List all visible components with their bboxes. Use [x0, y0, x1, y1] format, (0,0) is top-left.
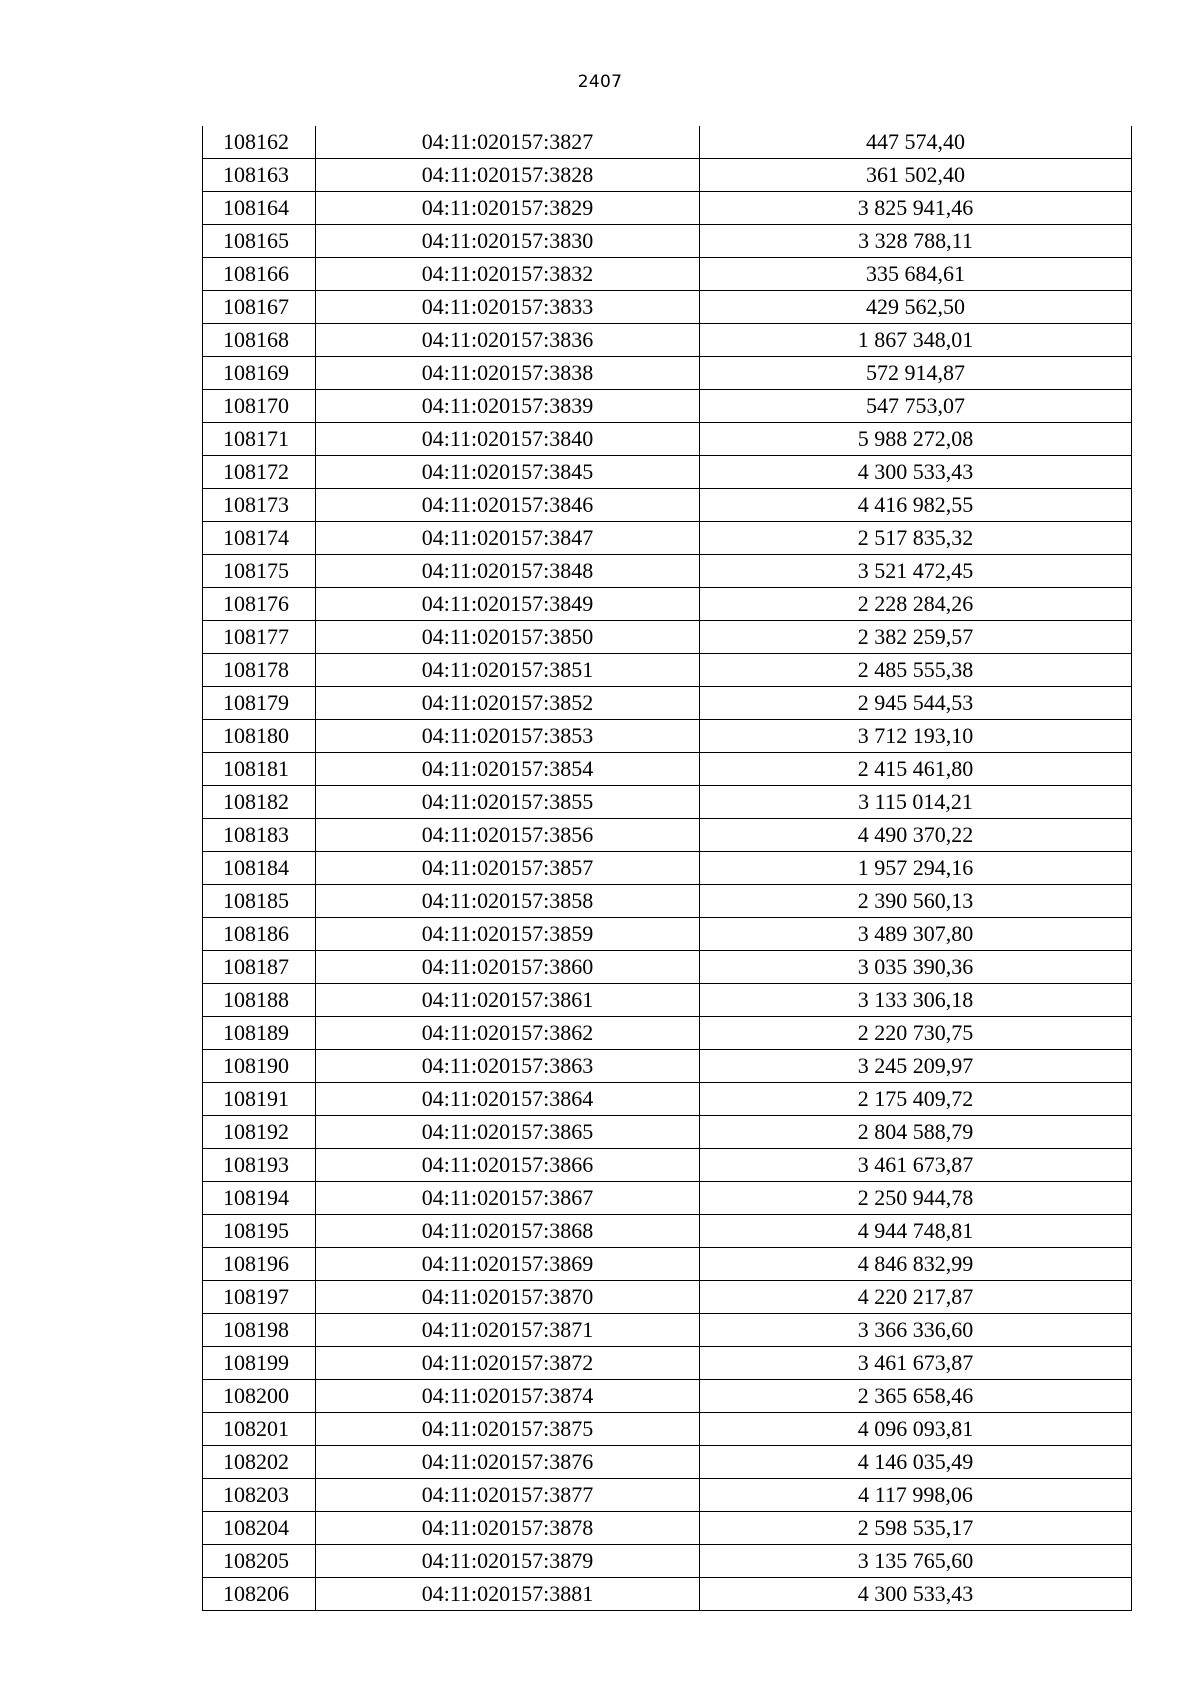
cadastral-number-cell: 04:11:020157:3881	[316, 1578, 700, 1611]
cadastral-number-cell: 04:11:020157:3850	[316, 621, 700, 654]
table-row	[203, 1314, 1132, 1347]
table-row	[203, 786, 1132, 819]
cadastral-number-cell: 04:11:020157:3863	[316, 1050, 700, 1083]
table-row	[203, 1413, 1132, 1446]
cadastral-value-cell: 4 146 035,49	[700, 1446, 1132, 1479]
row-number-cell: 108192	[203, 1116, 316, 1149]
cadastral-number-cell: 04:11:020157:3872	[316, 1347, 700, 1380]
cadastral-value-cell: 3 461 673,87	[700, 1347, 1132, 1380]
row-number-cell: 108195	[203, 1215, 316, 1248]
cadastral-value-cell: 3 521 472,45	[700, 555, 1132, 588]
table-row	[203, 1479, 1132, 1512]
cadastral-value-cell: 1 957 294,16	[700, 852, 1132, 885]
table-row	[203, 159, 1132, 192]
cadastral-number-cell: 04:11:020157:3854	[316, 753, 700, 786]
table-row	[203, 357, 1132, 390]
cadastral-number-cell: 04:11:020157:3828	[316, 159, 700, 192]
table-row	[203, 1545, 1132, 1578]
cadastral-number-cell: 04:11:020157:3868	[316, 1215, 700, 1248]
page-number: 2407	[577, 72, 623, 92]
table-row	[203, 1017, 1132, 1050]
table-row	[203, 1347, 1132, 1380]
cadastral-value-cell: 572 914,87	[700, 357, 1132, 390]
cadastral-number-cell: 04:11:020157:3871	[316, 1314, 700, 1347]
table-row	[203, 852, 1132, 885]
cadastral-value-cell: 2 250 944,78	[700, 1182, 1132, 1215]
cadastral-value-cell: 547 753,07	[700, 390, 1132, 423]
row-number-cell: 108188	[203, 984, 316, 1017]
table-row	[203, 1446, 1132, 1479]
cadastral-value-cell: 3 461 673,87	[700, 1149, 1132, 1182]
cadastral-number-cell: 04:11:020157:3865	[316, 1116, 700, 1149]
cadastral-value-cell: 2 220 730,75	[700, 1017, 1132, 1050]
cadastral-value-cell: 2 598 535,17	[700, 1512, 1132, 1545]
table-row	[203, 1281, 1132, 1314]
cadastral-number-cell: 04:11:020157:3856	[316, 819, 700, 852]
cadastral-number-cell: 04:11:020157:3859	[316, 918, 700, 951]
row-number-cell: 108202	[203, 1446, 316, 1479]
row-number-cell: 108169	[203, 357, 316, 390]
table-row	[203, 984, 1132, 1017]
cadastral-number-cell: 04:11:020157:3862	[316, 1017, 700, 1050]
row-number-cell: 108190	[203, 1050, 316, 1083]
cadastral-value-cell: 2 175 409,72	[700, 1083, 1132, 1116]
cadastral-value-cell: 2 228 284,26	[700, 588, 1132, 621]
row-number-cell: 108201	[203, 1413, 316, 1446]
row-number-cell: 108170	[203, 390, 316, 423]
table-row	[203, 1050, 1132, 1083]
cadastral-value-cell: 2 365 658,46	[700, 1380, 1132, 1413]
cadastral-value-cell: 4 300 533,43	[700, 1578, 1132, 1611]
cadastral-value-cell: 361 502,40	[700, 159, 1132, 192]
table-row	[203, 1380, 1132, 1413]
cadastral-number-cell: 04:11:020157:3840	[316, 423, 700, 456]
table-row	[203, 555, 1132, 588]
cadastral-number-cell: 04:11:020157:3875	[316, 1413, 700, 1446]
cadastral-value-cell: 4 846 832,99	[700, 1248, 1132, 1281]
row-number-cell: 108187	[203, 951, 316, 984]
row-number-cell: 108179	[203, 687, 316, 720]
cadastral-number-cell: 04:11:020157:3836	[316, 324, 700, 357]
row-number-cell: 108200	[203, 1380, 316, 1413]
row-number-cell: 108168	[203, 324, 316, 357]
cadastral-number-cell: 04:11:020157:3848	[316, 555, 700, 588]
table-row	[203, 720, 1132, 753]
cadastral-number-cell: 04:11:020157:3839	[316, 390, 700, 423]
table-row	[203, 687, 1132, 720]
row-number-cell: 108205	[203, 1545, 316, 1578]
table-row	[203, 456, 1132, 489]
cadastral-value-cell: 4 490 370,22	[700, 819, 1132, 852]
row-number-cell: 108172	[203, 456, 316, 489]
row-number-cell: 108165	[203, 225, 316, 258]
row-number-cell: 108194	[203, 1182, 316, 1215]
row-number-cell: 108198	[203, 1314, 316, 1347]
row-number-cell: 108191	[203, 1083, 316, 1116]
table-row	[203, 522, 1132, 555]
cadastral-value-cell: 4 944 748,81	[700, 1215, 1132, 1248]
row-number-cell: 108196	[203, 1248, 316, 1281]
row-number-cell: 108173	[203, 489, 316, 522]
table-row	[203, 1083, 1132, 1116]
cadastral-value-cell: 429 562,50	[700, 291, 1132, 324]
table-row	[203, 753, 1132, 786]
cadastral-number-cell: 04:11:020157:3852	[316, 687, 700, 720]
cadastral-value-cell: 3 035 390,36	[700, 951, 1132, 984]
cadastral-number-cell: 04:11:020157:3858	[316, 885, 700, 918]
row-number-cell: 108180	[203, 720, 316, 753]
cadastral-value-cell: 3 489 307,80	[700, 918, 1132, 951]
cadastral-value-cell: 3 115 014,21	[700, 786, 1132, 819]
cadastral-value-cell: 3 245 209,97	[700, 1050, 1132, 1083]
row-number-cell: 108178	[203, 654, 316, 687]
cadastral-value-cell: 2 390 560,13	[700, 885, 1132, 918]
cadastral-value-cell: 2 945 544,53	[700, 687, 1132, 720]
cadastral-number-cell: 04:11:020157:3867	[316, 1182, 700, 1215]
cadastral-number-cell: 04:11:020157:3870	[316, 1281, 700, 1314]
cadastral-number-cell: 04:11:020157:3878	[316, 1512, 700, 1545]
row-number-cell: 108186	[203, 918, 316, 951]
cadastral-value-cell: 1 867 348,01	[700, 324, 1132, 357]
row-number-cell: 108166	[203, 258, 316, 291]
cadastral-number-cell: 04:11:020157:3869	[316, 1248, 700, 1281]
cadastral-value-cell: 4 220 217,87	[700, 1281, 1132, 1314]
row-number-cell: 108177	[203, 621, 316, 654]
row-number-cell: 108164	[203, 192, 316, 225]
row-number-cell: 108206	[203, 1578, 316, 1611]
cadastral-value-cell: 2 485 555,38	[700, 654, 1132, 687]
cadastral-number-cell: 04:11:020157:3866	[316, 1149, 700, 1182]
cadastral-number-cell: 04:11:020157:3827	[316, 126, 700, 159]
cadastral-number-cell: 04:11:020157:3876	[316, 1446, 700, 1479]
row-number-cell: 108185	[203, 885, 316, 918]
cadastral-number-cell: 04:11:020157:3833	[316, 291, 700, 324]
cadastral-value-cell: 3 133 306,18	[700, 984, 1132, 1017]
table-row	[203, 126, 1132, 159]
cadastral-number-cell: 04:11:020157:3847	[316, 522, 700, 555]
cadastral-value-cell: 2 382 259,57	[700, 621, 1132, 654]
cadastral-value-cell: 5 988 272,08	[700, 423, 1132, 456]
cadastral-value-table	[202, 126, 1131, 1611]
row-number-cell: 108181	[203, 753, 316, 786]
cadastral-number-cell: 04:11:020157:3857	[316, 852, 700, 885]
cadastral-value-cell: 3 712 193,10	[700, 720, 1132, 753]
table-row	[203, 324, 1132, 357]
cadastral-value-cell: 2 517 835,32	[700, 522, 1132, 555]
cadastral-value-cell: 4 096 093,81	[700, 1413, 1132, 1446]
row-number-cell: 108203	[203, 1479, 316, 1512]
table-row	[203, 1182, 1132, 1215]
row-number-cell: 108184	[203, 852, 316, 885]
row-number-cell: 108183	[203, 819, 316, 852]
row-number-cell: 108176	[203, 588, 316, 621]
row-number-cell: 108182	[203, 786, 316, 819]
cadastral-number-cell: 04:11:020157:3861	[316, 984, 700, 1017]
table-row	[203, 291, 1132, 324]
table-row	[203, 1116, 1132, 1149]
table-row	[203, 1512, 1132, 1545]
cadastral-number-cell: 04:11:020157:3879	[316, 1545, 700, 1578]
cadastral-number-cell: 04:11:020157:3860	[316, 951, 700, 984]
table-row	[203, 588, 1132, 621]
row-number-cell: 108197	[203, 1281, 316, 1314]
table-row	[203, 1248, 1132, 1281]
table-row	[203, 225, 1132, 258]
cadastral-value-cell: 3 135 765,60	[700, 1545, 1132, 1578]
table-row	[203, 489, 1132, 522]
table-row	[203, 1578, 1132, 1611]
cadastral-number-cell: 04:11:020157:3846	[316, 489, 700, 522]
cadastral-value-cell: 447 574,40	[700, 126, 1132, 159]
cadastral-number-cell: 04:11:020157:3845	[316, 456, 700, 489]
table-row	[203, 885, 1132, 918]
cadastral-number-cell: 04:11:020157:3849	[316, 588, 700, 621]
row-number-cell: 108193	[203, 1149, 316, 1182]
cadastral-value-cell: 4 416 982,55	[700, 489, 1132, 522]
cadastral-value-cell: 3 366 336,60	[700, 1314, 1132, 1347]
table-row	[203, 951, 1132, 984]
table-row	[203, 390, 1132, 423]
cadastral-value-cell: 335 684,61	[700, 258, 1132, 291]
table-row	[203, 192, 1132, 225]
table-body	[203, 126, 1132, 1611]
cadastral-number-cell: 04:11:020157:3855	[316, 786, 700, 819]
cadastral-number-cell: 04:11:020157:3864	[316, 1083, 700, 1116]
table-row	[203, 654, 1132, 687]
row-number-cell: 108174	[203, 522, 316, 555]
cadastral-number-cell: 04:11:020157:3829	[316, 192, 700, 225]
table-row	[203, 1215, 1132, 1248]
row-number-cell: 108171	[203, 423, 316, 456]
table-row	[203, 258, 1132, 291]
cadastral-value-cell: 3 825 941,46	[700, 192, 1132, 225]
cadastral-value-cell: 4 300 533,43	[700, 456, 1132, 489]
cadastral-number-cell: 04:11:020157:3874	[316, 1380, 700, 1413]
cadastral-number-cell: 04:11:020157:3830	[316, 225, 700, 258]
table-row	[203, 423, 1132, 456]
cadastral-number-cell: 04:11:020157:3838	[316, 357, 700, 390]
cadastral-number-cell: 04:11:020157:3853	[316, 720, 700, 753]
row-number-cell: 108199	[203, 1347, 316, 1380]
row-number-cell: 108175	[203, 555, 316, 588]
cadastral-number-cell: 04:11:020157:3832	[316, 258, 700, 291]
cadastral-value-cell: 2 415 461,80	[700, 753, 1132, 786]
cadastral-number-cell: 04:11:020157:3877	[316, 1479, 700, 1512]
table-row	[203, 819, 1132, 852]
row-number-cell: 108204	[203, 1512, 316, 1545]
table-row	[203, 621, 1132, 654]
row-number-cell: 108163	[203, 159, 316, 192]
table-row	[203, 918, 1132, 951]
cadastral-value-cell: 4 117 998,06	[700, 1479, 1132, 1512]
row-number-cell: 108167	[203, 291, 316, 324]
row-number-cell: 108162	[203, 126, 316, 159]
table-row	[203, 1149, 1132, 1182]
cadastral-value-cell: 3 328 788,11	[700, 225, 1132, 258]
cadastral-number-cell: 04:11:020157:3851	[316, 654, 700, 687]
row-number-cell: 108189	[203, 1017, 316, 1050]
cadastral-value-cell: 2 804 588,79	[700, 1116, 1132, 1149]
